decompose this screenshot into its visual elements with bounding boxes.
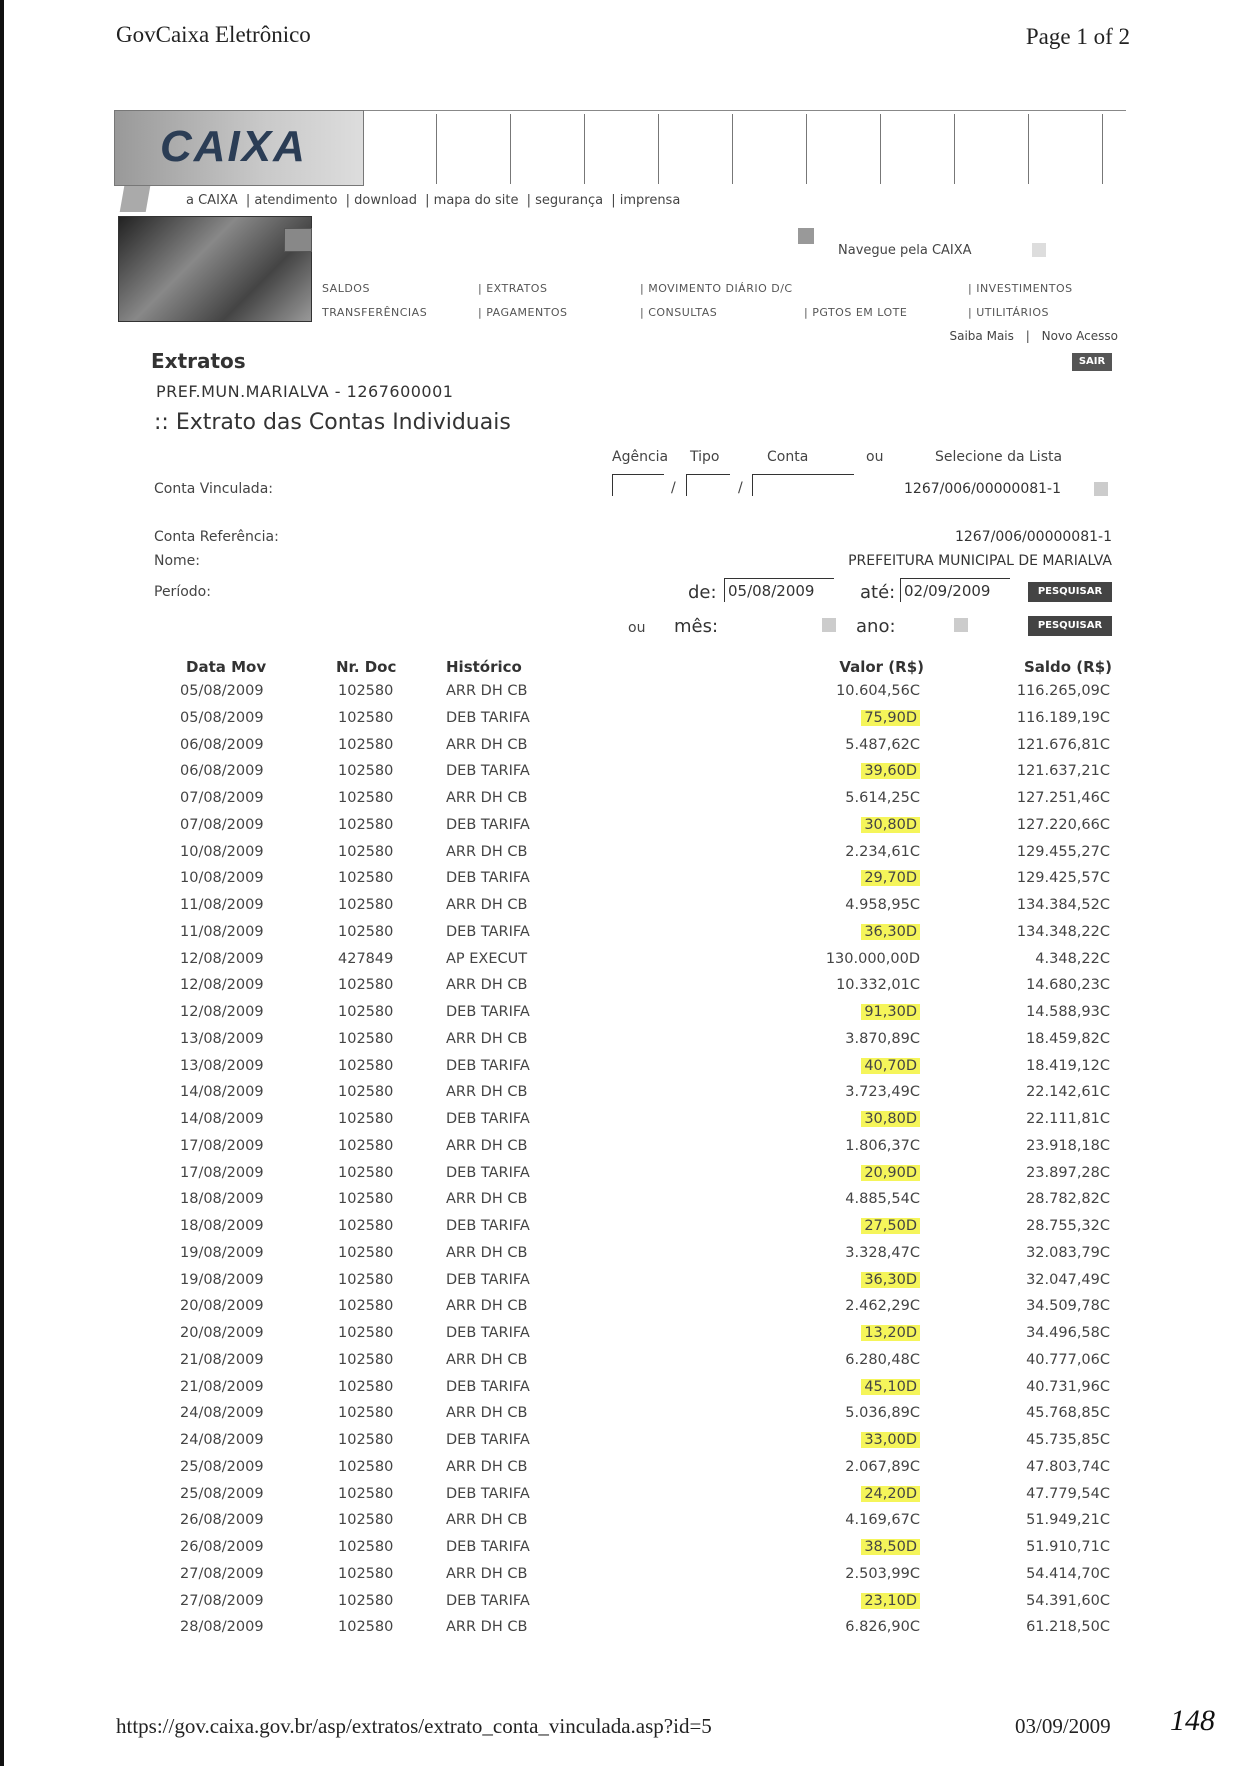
cell-historico: DEB TARIFA	[446, 1004, 530, 1020]
cell-data-mov: 18/08/2009	[180, 1218, 264, 1234]
menu-transferencias[interactable]: TRANSFERÊNCIAS	[322, 306, 428, 319]
cell-nr-doc: 102580	[338, 1004, 394, 1020]
table-row	[0, 1432, 1248, 1458]
table-row	[0, 1111, 1248, 1137]
pesquisar-mes-button[interactable]: PESQUISAR	[1028, 616, 1112, 636]
pesquisar-periodo-button[interactable]: PESQUISAR	[1028, 582, 1112, 602]
cell-historico: AP EXECUT	[446, 950, 528, 967]
cell-saldo: 40.731,96C	[1026, 1378, 1110, 1395]
cell-nr-doc: 102580	[338, 1539, 394, 1555]
cell-valor: 10.332,01C	[836, 977, 920, 994]
cell-data-mov: 10/08/2009	[180, 870, 264, 887]
cell-valor: 33,00D	[861, 1432, 920, 1448]
cell-historico: ARR DH CB	[446, 1030, 528, 1047]
banner-grid-cell	[436, 114, 437, 184]
col-ou: ou	[866, 449, 884, 465]
novo-acesso-link[interactable]: Novo Acesso	[1041, 329, 1118, 343]
cell-historico: ARR DH CB	[446, 736, 528, 753]
nome-value: PREFEITURA MUNICIPAL DE MARIALVA	[848, 553, 1112, 569]
table-row	[0, 763, 1248, 789]
conta-vinculada-label: Conta Vinculada:	[154, 481, 273, 497]
cell-data-mov: 13/08/2009	[180, 1057, 264, 1074]
cell-valor: 27,50D	[861, 1218, 920, 1234]
conta-referencia-label: Conta Referência:	[154, 529, 279, 545]
cell-nr-doc: 102580	[338, 1244, 394, 1261]
nav-a-caixa[interactable]: a CAIXA	[186, 193, 238, 208]
mes-select[interactable]	[822, 618, 836, 632]
table-row	[0, 977, 1248, 1003]
cell-nr-doc: 102580	[338, 1164, 394, 1181]
periodo-label: Período:	[154, 584, 211, 600]
banner-photo	[118, 216, 312, 322]
cell-valor: 2.067,89C	[845, 1458, 920, 1475]
cell-valor: 13,20D	[861, 1325, 920, 1341]
navegue-arrow-icon[interactable]	[1032, 243, 1046, 257]
table-row	[0, 1004, 1248, 1030]
help-links	[950, 329, 1119, 343]
cell-valor: 36,30D	[861, 1272, 920, 1288]
nav-seguranca[interactable]: segurança	[535, 193, 604, 208]
cell-data-mov: 12/08/2009	[180, 1004, 264, 1020]
table-row	[0, 1539, 1248, 1565]
table-row	[0, 1619, 1248, 1645]
cell-nr-doc: 102580	[338, 1271, 394, 1288]
cell-valor: 2.234,61C	[845, 843, 920, 860]
cell-valor: 39,60D	[861, 763, 920, 779]
table-row	[0, 1031, 1248, 1057]
header-valor: Valor (R$)	[839, 658, 924, 676]
cell-saldo: 45.735,85C	[1026, 1432, 1110, 1448]
cell-valor: 4.169,67C	[845, 1512, 920, 1529]
cell-historico: ARR DH CB	[446, 843, 528, 860]
slash-1: /	[671, 480, 676, 496]
cell-nr-doc: 102580	[338, 683, 394, 699]
cell-valor: 40,70D	[861, 1058, 920, 1074]
table-row	[0, 1512, 1248, 1538]
cell-data-mov: 17/08/2009	[180, 1137, 264, 1154]
header-saldo: Saldo (R$)	[1023, 658, 1112, 676]
table-row	[0, 1298, 1248, 1324]
ano-select[interactable]	[954, 618, 968, 632]
lista-select[interactable]: 1267/006/00000081-1	[904, 481, 1062, 497]
cell-nr-doc: 102580	[338, 1565, 394, 1582]
cell-historico: DEB TARIFA	[446, 923, 530, 940]
table-row	[0, 1165, 1248, 1191]
table-row	[0, 1058, 1248, 1084]
cell-saldo: 129.455,27C	[1016, 843, 1110, 860]
cell-saldo: 127.220,66C	[1016, 816, 1110, 833]
cell-nr-doc: 102580	[338, 1084, 394, 1101]
cell-saldo: 121.676,81C	[1016, 736, 1110, 753]
table-row	[0, 844, 1248, 870]
cell-saldo: 127.251,46C	[1016, 790, 1110, 806]
cell-saldo: 129.425,57C	[1016, 870, 1110, 887]
table-row	[0, 951, 1248, 977]
cell-valor: 23,10D	[861, 1593, 920, 1609]
banner-grid-cell	[806, 114, 807, 184]
menu-pgtos-lote[interactable]: | PGTOS EM LOTE	[804, 306, 908, 319]
cell-nr-doc: 102580	[338, 1512, 394, 1529]
cell-valor: 5.487,62C	[845, 736, 920, 753]
cell-historico: DEB TARIFA	[446, 1218, 530, 1234]
cell-nr-doc: 102580	[338, 763, 394, 780]
cell-saldo: 34.509,78C	[1026, 1298, 1110, 1315]
cell-data-mov: 07/08/2009	[180, 816, 264, 833]
cell-data-mov: 25/08/2009	[180, 1458, 264, 1475]
top-nav: a CAIXA | atendimento | download | mapa do site | segurança | imprensa	[186, 193, 681, 208]
cell-saldo: 116.265,09C	[1016, 683, 1110, 699]
cell-saldo: 14.680,23C	[1026, 977, 1110, 994]
cell-historico: ARR DH CB	[446, 897, 528, 913]
cell-historico: DEB TARIFA	[446, 1592, 530, 1609]
cell-data-mov: 17/08/2009	[180, 1164, 264, 1181]
navegue-label[interactable]: Navegue pela CAIXA	[838, 243, 972, 258]
cell-nr-doc: 102580	[338, 1619, 394, 1636]
caixa-logo[interactable]: CAIXA	[160, 122, 307, 171]
cell-data-mov: 05/08/2009	[180, 683, 264, 699]
cell-saldo: 32.083,79C	[1026, 1244, 1110, 1261]
menu-utilitarios[interactable]: | UTILITÁRIOS	[968, 306, 1050, 319]
menu-saldos[interactable]: SALDOS	[322, 282, 370, 295]
cell-valor: 38,50D	[861, 1539, 920, 1555]
cell-nr-doc: 102580	[338, 1458, 394, 1475]
cell-nr-doc: 102580	[338, 1030, 394, 1047]
col-tipo: Tipo	[690, 449, 720, 465]
cell-historico: DEB TARIFA	[446, 1057, 530, 1074]
cell-saldo: 22.111,81C	[1026, 1111, 1110, 1127]
cell-nr-doc: 102580	[338, 870, 394, 887]
cell-historico: ARR DH CB	[446, 1351, 528, 1368]
cell-nr-doc: 102580	[338, 1137, 394, 1154]
table-row	[0, 1486, 1248, 1512]
nav-imprensa[interactable]: imprensa	[619, 193, 681, 208]
cell-valor: 45,10D	[861, 1379, 920, 1395]
cell-valor: 4.958,95C	[845, 897, 920, 913]
cell-nr-doc: 102580	[338, 1432, 394, 1448]
cell-valor: 3.328,47C	[845, 1244, 920, 1261]
tipo-input[interactable]	[686, 474, 730, 496]
cell-nr-doc: 102580	[338, 1351, 394, 1368]
cell-saldo: 45.768,85C	[1026, 1405, 1110, 1422]
cell-saldo: 61.218,50C	[1026, 1619, 1110, 1636]
cell-historico: ARR DH CB	[446, 1084, 528, 1101]
cell-valor: 29,70D	[861, 870, 920, 886]
cell-historico: DEB TARIFA	[446, 870, 530, 887]
saiba-mais-link[interactable]: Saiba Mais	[949, 329, 1014, 343]
mes-label: mês:	[674, 616, 719, 637]
cell-historico: ARR DH CB	[446, 1512, 528, 1529]
col-lista: Selecione da Lista	[935, 449, 1063, 465]
cell-historico: ARR DH CB	[446, 1619, 528, 1636]
cell-data-mov: 18/08/2009	[180, 1191, 264, 1208]
cell-data-mov: 13/08/2009	[180, 1030, 264, 1047]
cell-data-mov: 06/08/2009	[180, 736, 264, 753]
cell-data-mov: 20/08/2009	[180, 1298, 264, 1315]
cell-historico: ARR DH CB	[446, 1191, 528, 1208]
mouse-icon	[120, 186, 151, 212]
cell-saldo: 32.047,49C	[1026, 1271, 1110, 1288]
banner-grid-cell	[658, 114, 659, 184]
table-row	[0, 897, 1248, 923]
cell-historico: DEB TARIFA	[446, 816, 530, 833]
cell-nr-doc: 102580	[338, 816, 394, 833]
cell-nr-doc: 102580	[338, 897, 394, 913]
cell-nr-doc: 102580	[338, 1325, 394, 1341]
cell-valor: 30,80D	[861, 1111, 920, 1127]
cell-saldo: 23.918,18C	[1026, 1137, 1110, 1154]
cell-valor: 5.036,89C	[845, 1405, 920, 1422]
cell-saldo: 121.637,21C	[1016, 763, 1110, 780]
banner-grid-cell	[880, 114, 881, 184]
cell-historico: ARR DH CB	[446, 1298, 528, 1315]
cell-nr-doc: 102580	[338, 1057, 394, 1074]
cell-valor: 3.723,49C	[845, 1084, 920, 1101]
table-row	[0, 737, 1248, 763]
nav-mapa[interactable]: mapa do site	[433, 193, 519, 208]
cell-data-mov: 05/08/2009	[180, 709, 264, 726]
de-label: de:	[688, 582, 717, 603]
cell-valor: 130.000,00D	[825, 950, 920, 967]
banner-grid-cell	[1102, 114, 1103, 184]
cell-valor: 20,90D	[861, 1165, 920, 1181]
cell-valor: 6.826,90C	[845, 1619, 920, 1636]
cell-saldo: 51.949,21C	[1026, 1512, 1110, 1529]
print-footer-url: https://gov.caixa.gov.br/asp/extratos/extrato_conta_vinculada.asp?id=5	[116, 1714, 712, 1738]
cell-saldo: 23.897,28C	[1026, 1164, 1110, 1181]
table-row	[0, 1352, 1248, 1378]
cell-nr-doc: 102580	[338, 736, 394, 753]
cell-historico: ARR DH CB	[446, 1244, 528, 1261]
navegue-icon	[798, 228, 814, 244]
cell-valor: 75,90D	[861, 710, 920, 726]
cell-data-mov: 25/08/2009	[180, 1485, 264, 1502]
cell-data-mov: 28/08/2009	[180, 1619, 264, 1636]
cell-saldo: 4.348,22C	[1035, 950, 1110, 967]
table-row	[0, 1218, 1248, 1244]
header-nr-doc: Nr. Doc	[336, 658, 397, 676]
table-row	[0, 683, 1248, 709]
banner-grid-cell	[1028, 114, 1029, 184]
menu-investimentos[interactable]: | INVESTIMENTOS	[968, 282, 1073, 295]
cell-nr-doc: 102580	[338, 1405, 394, 1422]
table-row	[0, 1566, 1248, 1592]
cell-valor: 6.280,48C	[845, 1351, 920, 1368]
cell-data-mov: 21/08/2009	[180, 1378, 264, 1395]
ate-label: até:	[860, 582, 896, 603]
print-header-title: GovCaixa Eletrônico	[116, 22, 311, 47]
cell-historico: DEB TARIFA	[446, 763, 530, 780]
cell-historico: DEB TARIFA	[446, 1325, 530, 1341]
table-row	[0, 1325, 1248, 1351]
cell-data-mov: 27/08/2009	[180, 1592, 264, 1609]
cell-data-mov: 11/08/2009	[180, 923, 264, 940]
cell-historico: ARR DH CB	[446, 1405, 528, 1422]
table-row	[0, 1405, 1248, 1431]
table-row	[0, 710, 1248, 736]
cell-data-mov: 26/08/2009	[180, 1512, 264, 1529]
cell-valor: 3.870,89C	[845, 1030, 920, 1047]
cell-valor: 91,30D	[861, 1004, 920, 1020]
cell-valor: 30,80D	[861, 817, 920, 833]
table-row	[0, 1593, 1248, 1619]
cell-saldo: 34.496,58C	[1026, 1325, 1110, 1341]
cell-nr-doc: 102580	[338, 1592, 394, 1609]
print-footer-date: 03/09/2009	[1015, 1714, 1111, 1738]
table-row	[0, 1138, 1248, 1164]
table-row	[0, 924, 1248, 950]
slash-2: /	[738, 480, 743, 496]
cell-historico: DEB TARIFA	[446, 1111, 530, 1127]
cell-historico: ARR DH CB	[446, 683, 528, 699]
menu-movimento[interactable]: | MOVIMENTO DIÁRIO D/C	[640, 282, 793, 295]
print-header-page: Page 1 of 2	[1025, 24, 1130, 49]
cell-data-mov: 14/08/2009	[180, 1084, 264, 1101]
table-row	[0, 1245, 1248, 1271]
cell-data-mov: 11/08/2009	[180, 897, 264, 913]
cell-historico: ARR DH CB	[446, 977, 528, 994]
cell-data-mov: 27/08/2009	[180, 1565, 264, 1582]
cell-data-mov: 20/08/2009	[180, 1325, 264, 1341]
cell-nr-doc: 102580	[338, 1111, 394, 1127]
table-row	[0, 1084, 1248, 1110]
cell-nr-doc: 102580	[338, 709, 394, 726]
cell-nr-doc: 102580	[338, 977, 394, 994]
col-agencia: Agência	[612, 449, 669, 465]
cell-saldo: 18.419,12C	[1026, 1057, 1110, 1074]
table-row	[0, 1459, 1248, 1485]
cell-nr-doc: 102580	[338, 790, 394, 806]
cell-saldo: 134.348,22C	[1016, 923, 1110, 940]
sair-button[interactable]: SAIR	[1072, 353, 1112, 371]
dropdown-icon[interactable]	[1094, 482, 1108, 496]
prefeitura-code: PREF.MUN.MARIALVA - 1267600001	[156, 382, 454, 401]
conta-referencia-value: 1267/006/00000081-1	[954, 529, 1112, 545]
table-row	[0, 790, 1248, 816]
agencia-input[interactable]	[612, 474, 664, 496]
handwritten-page-number: 148	[1170, 1704, 1215, 1737]
cell-historico: DEB TARIFA	[446, 1164, 530, 1181]
table-row	[0, 1272, 1248, 1298]
page-subtitle: :: Extrato das Contas Individuais	[154, 410, 511, 435]
cell-valor: 10.604,56C	[836, 683, 920, 699]
cell-valor: 4.885,54C	[845, 1191, 920, 1208]
cell-data-mov: 06/08/2009	[180, 763, 264, 780]
cell-saldo: 54.414,70C	[1026, 1565, 1110, 1582]
cell-valor: 2.462,29C	[845, 1298, 920, 1315]
nav-download[interactable]: download	[354, 193, 418, 208]
menu-consultas[interactable]: | CONSULTAS	[640, 306, 718, 319]
ate-input[interactable]: 02/09/2009	[900, 578, 1010, 602]
cell-historico: ARR DH CB	[446, 790, 528, 806]
cell-data-mov: 21/08/2009	[180, 1351, 264, 1368]
banner-grid-cell	[584, 114, 585, 184]
cell-historico: DEB TARIFA	[446, 709, 530, 726]
table-row	[0, 817, 1248, 843]
cell-data-mov: 07/08/2009	[180, 790, 264, 806]
cell-data-mov: 26/08/2009	[180, 1539, 264, 1555]
menu-pagamentos[interactable]: | PAGAMENTOS	[478, 306, 568, 319]
cell-valor: 36,30D	[861, 924, 920, 940]
cell-data-mov: 24/08/2009	[180, 1405, 264, 1422]
cell-saldo: 134.384,52C	[1016, 897, 1110, 913]
header-historico: Histórico	[446, 658, 522, 676]
cell-saldo: 40.777,06C	[1026, 1351, 1110, 1368]
cell-saldo: 47.803,74C	[1026, 1458, 1110, 1475]
col-conta: Conta	[767, 449, 809, 465]
table-row	[0, 1379, 1248, 1405]
banner-grid-cell	[732, 114, 733, 184]
link-separator: |	[1025, 329, 1030, 343]
cell-nr-doc: 102580	[338, 843, 394, 860]
cell-nr-doc: 102580	[338, 1298, 394, 1315]
nome-label: Nome:	[154, 553, 201, 569]
cell-nr-doc: 102580	[338, 1378, 394, 1395]
cell-historico: ARR DH CB	[446, 1565, 528, 1582]
cell-historico: DEB TARIFA	[446, 1432, 530, 1448]
cell-valor: 1.806,37C	[845, 1137, 920, 1154]
cell-saldo: 28.782,82C	[1026, 1191, 1110, 1208]
banner-grid-cell	[954, 114, 955, 184]
cell-historico: DEB TARIFA	[446, 1378, 530, 1395]
cell-nr-doc: 102580	[338, 1191, 394, 1208]
cell-nr-doc: 427849	[338, 950, 394, 967]
header-data-mov: Data Mov	[186, 658, 267, 676]
cell-nr-doc: 102580	[338, 1485, 394, 1502]
cell-valor: 24,20D	[861, 1486, 920, 1502]
table-row	[0, 870, 1248, 896]
cell-saldo: 47.779,54C	[1026, 1485, 1110, 1502]
cell-data-mov: 12/08/2009	[180, 977, 264, 994]
cell-saldo: 54.391,60C	[1026, 1592, 1110, 1609]
ou-label: ou	[628, 620, 646, 636]
cell-nr-doc: 102580	[338, 923, 394, 940]
banner-image-icon	[284, 228, 312, 252]
table-row	[0, 1191, 1248, 1217]
nav-atendimento[interactable]: atendimento	[254, 193, 338, 208]
cell-saldo: 14.588,93C	[1026, 1004, 1110, 1020]
cell-saldo: 18.459,82C	[1026, 1030, 1110, 1047]
cell-saldo: 22.142,61C	[1026, 1084, 1110, 1101]
menu-extratos[interactable]: | EXTRATOS	[478, 282, 548, 295]
cell-historico: DEB TARIFA	[446, 1539, 530, 1555]
cell-data-mov: 19/08/2009	[180, 1271, 264, 1288]
cell-data-mov: 14/08/2009	[180, 1111, 264, 1127]
de-input[interactable]: 05/08/2009	[724, 578, 834, 602]
cell-historico: ARR DH CB	[446, 1458, 528, 1475]
cell-historico: DEB TARIFA	[446, 1271, 530, 1288]
cell-valor: 5.614,25C	[845, 790, 920, 806]
banner-grid-cell	[510, 114, 511, 184]
cell-data-mov: 24/08/2009	[180, 1432, 264, 1448]
conta-input[interactable]	[752, 474, 854, 496]
cell-saldo: 116.189,19C	[1016, 709, 1110, 726]
cell-data-mov: 12/08/2009	[180, 950, 264, 967]
cell-saldo: 51.910,71C	[1026, 1539, 1110, 1555]
cell-nr-doc: 102580	[338, 1218, 394, 1234]
cell-historico: ARR DH CB	[446, 1137, 528, 1154]
cell-valor: 2.503,99C	[845, 1565, 920, 1582]
cell-data-mov: 19/08/2009	[180, 1244, 264, 1261]
cell-data-mov: 10/08/2009	[180, 843, 264, 860]
cell-historico: DEB TARIFA	[446, 1485, 530, 1502]
page-title: Extratos	[151, 349, 246, 373]
cell-saldo: 28.755,32C	[1026, 1218, 1110, 1234]
ano-label: ano:	[856, 616, 896, 637]
